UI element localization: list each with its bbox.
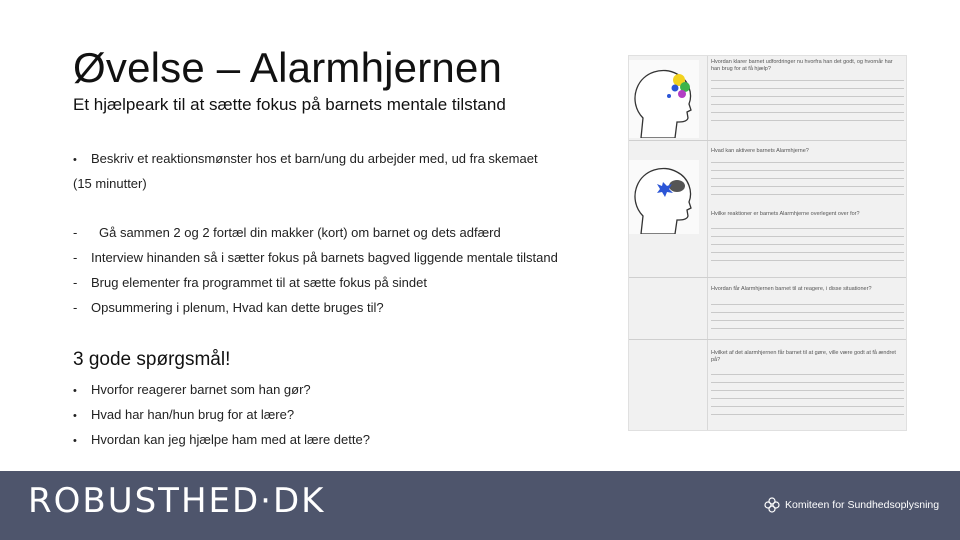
partner-name: Komiteen for Sundhedsoplysning [785, 499, 940, 511]
writing-line [711, 374, 904, 375]
writing-line [711, 304, 904, 305]
flower-icon [764, 497, 780, 513]
step-text: Gå sammen 2 og 2 fortæl din makker (kort) om barnet og dets adfærd [99, 225, 501, 240]
writing-line [711, 414, 904, 415]
writing-line [711, 80, 904, 81]
bullet-marker: • [73, 435, 77, 447]
question-item [73, 382, 311, 397]
worksheet-column-divider [707, 56, 708, 430]
worksheet-question: Hvilket af det alarmhjernen får barnet til at gøre, ville være godt at få ændret på? [711, 350, 896, 363]
intro-text [73, 151, 538, 166]
writing-line [711, 194, 904, 195]
writing-line [711, 260, 904, 261]
writing-line [711, 312, 904, 313]
writing-line [711, 398, 904, 399]
intro-description: Beskriv et reaktionsmønster hos et barn/ung du arbejder med, ud fra skemaet [91, 151, 538, 166]
head-illustration-box [629, 60, 699, 138]
dash-marker: - [73, 300, 78, 315]
writing-line [711, 120, 904, 121]
question-text: Hvorfor reagerer barnet som han gør? [91, 382, 311, 397]
step-text: Interview hinanden så i sætter fokus på barnets bagved liggende mentale tilstand [91, 250, 558, 265]
writing-line [711, 252, 904, 253]
step-item [73, 300, 384, 315]
brand-logo: ROBUSTHED·DK [28, 481, 326, 521]
dash-marker: - [73, 275, 78, 290]
question-item [73, 432, 370, 447]
partner-logo [764, 497, 939, 513]
slide-title: Øvelse – Alarmhjernen [73, 44, 503, 91]
writing-line [711, 178, 904, 179]
bullet-marker: • [73, 410, 77, 422]
dash-marker: - [73, 225, 78, 240]
question-text: Hvordan kan jeg hjælpe ham med at lære dette? [91, 432, 370, 447]
worksheet-section-divider [629, 140, 906, 141]
writing-line [711, 382, 904, 383]
writing-line [711, 112, 904, 113]
alarm-brain-head-icon [629, 160, 699, 234]
bullet-marker: • [73, 385, 77, 397]
bullet-marker: • [73, 154, 77, 166]
writing-line [711, 244, 904, 245]
head-illustration-box [629, 160, 699, 234]
writing-line [711, 228, 904, 229]
slide-subtitle: Et hjælpeark til at sætte fokus på barnets mentale tilstand [73, 95, 506, 114]
intro-duration: (15 minutter) [73, 176, 147, 191]
worksheet-question: Hvilke reaktioner er barnets Alarmhjerne overlegent over for? [711, 211, 860, 217]
dash-marker: - [73, 250, 78, 265]
step-item [73, 225, 501, 240]
writing-line [711, 186, 904, 187]
worksheet-question: Hvordan klarer barnet udfordringer nu hvorfra han det godt, og hvornår har han brug for at få hjælp? [711, 59, 893, 72]
writing-line [711, 170, 904, 171]
step-item [73, 275, 427, 290]
worksheet-question: Hvad kan aktivere barnets Alarmhjerne? [711, 148, 809, 154]
worksheet-section-divider [629, 277, 906, 278]
writing-line [711, 406, 904, 407]
writing-line [711, 328, 904, 329]
footer-bar [0, 471, 960, 540]
worksheet-section-divider [629, 339, 906, 340]
worksheet-thumbnail [628, 55, 907, 431]
step-text: Opsummering i plenum, Hvad kan dette bruges til? [91, 300, 384, 315]
writing-line [711, 320, 904, 321]
writing-line [711, 390, 904, 391]
alarm-brain-head-icon [629, 60, 699, 138]
questions-heading: 3 gode spørgsmål! [73, 349, 231, 370]
writing-line [711, 104, 904, 105]
writing-line [711, 236, 904, 237]
writing-line [711, 88, 904, 89]
writing-line [711, 162, 904, 163]
writing-line [711, 96, 904, 97]
question-item [73, 407, 294, 422]
worksheet-question: Hvordan får Alarmhjernen barnet til at reagere, i disse situationer? [711, 286, 872, 292]
step-text: Brug elementer fra programmet til at sætte fokus på sindet [91, 275, 427, 290]
question-text: Hvad har han/hun brug for at lære? [91, 407, 295, 422]
step-item [73, 250, 558, 265]
